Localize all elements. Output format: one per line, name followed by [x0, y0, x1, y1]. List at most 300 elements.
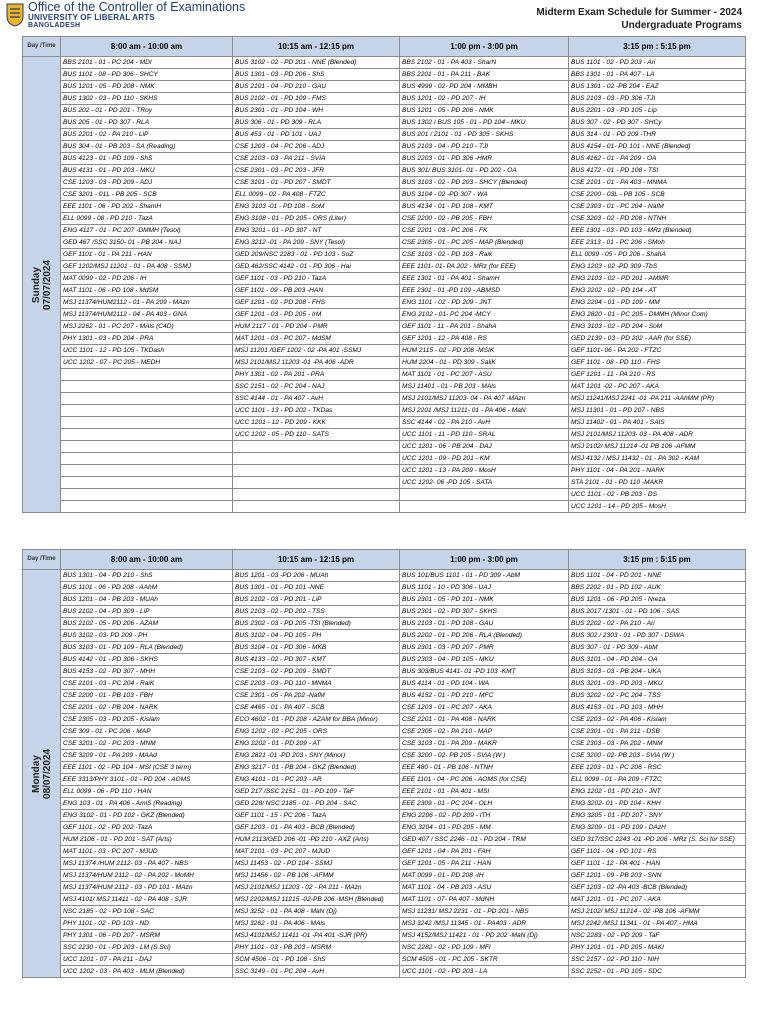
exam-cell: SSC 4144 - 01 - PA 407 - AvH	[233, 393, 400, 405]
exam-cell: BUS 2103 - 04 - PD 210 - TJI	[400, 141, 569, 153]
exam-cell: ENG 2202 - 01 - PD 209 - AT	[233, 738, 400, 750]
exam-cell: MSJ 2102/ MSJ 11214 -01 PB 106 -AFMM	[569, 441, 746, 453]
exam-cell: MSJ 4132 / MSJ 11432 - 01 - PA 302 - KAM	[569, 453, 746, 465]
exam-cell: CSE 2201 - 03 - PC 206 - FK	[400, 225, 569, 237]
exam-cell: HUM 2117 - 01 - PD 204 - PMR	[233, 321, 400, 333]
table-row	[23, 606, 746, 618]
exam-cell: CSE 2301 - 01 - PA 211 - DSB	[569, 726, 746, 738]
day-time-header: Day /Time	[23, 37, 61, 57]
table-row	[23, 357, 746, 369]
exam-cell: GEF 1101 - 03 - PD 210 - TazA	[233, 273, 400, 285]
exam-cell: GEF 1201 - 03 - PD 205 - IrM	[233, 309, 400, 321]
exam-cell: BUS 1302 - 03 - PD 110 - SKHS	[61, 93, 233, 105]
table-row	[23, 714, 746, 726]
slot-header-4: 3:15 pm : 5:15 pm	[569, 550, 746, 570]
exam-cell: MSJ 11374 /HUM 2112- 03 - PA 407 - NBS	[61, 858, 233, 870]
table-row	[23, 297, 746, 309]
exam-cell: CSE 1203 - 03 - PD 209 - ADJ	[61, 177, 233, 189]
table-row	[23, 654, 746, 666]
exam-cell: UCC 1201 - 14 - PD 205 - MosH	[569, 501, 746, 513]
exam-cell: BUS 2303 - 04 - PD 105 - MKU	[400, 654, 569, 666]
exam-cell: BUS 1101 - 06 - PD 208 - AAhM	[61, 582, 233, 594]
table-row	[23, 918, 746, 930]
exam-cell: MSJ 11374/HUM2112 - 01 - PA 209 - MAzn	[61, 297, 233, 309]
exam-cell: ENG 3205 - 01 - PD 207 - SNY	[569, 810, 746, 822]
table-row	[23, 690, 746, 702]
exam-cell: HUM 2113/GED 206 -01 -PD 210 - AXZ (Arts)	[233, 834, 400, 846]
exam-cell: MAT 1201 - 01 - PC 207 - AKA	[569, 894, 746, 906]
exam-cell: CSE 2201 - 02 - PB 204 - NARK	[61, 702, 233, 714]
exam-cell: PHY 1201 - 01 - PD 205 - MAKI	[569, 942, 746, 954]
exam-cell: CSE 2103 - 02 - PD 209 - SMDT	[233, 666, 400, 678]
exam-cell: MSJ 2101/MSJ 11203- 03 - PA 408 - ADR	[569, 429, 746, 441]
exam-cell: CSE 2101 - 03 - PC 204 - RaiK	[61, 678, 233, 690]
table-row	[23, 273, 746, 285]
exam-cell: CSE 3200 - 02- PB 203 - SViA (W )	[569, 750, 746, 762]
table-row	[23, 582, 746, 594]
exam-cell: ENG 1203 - 02 -PD 309 -TbS	[569, 261, 746, 273]
day-time-header: Day /Time	[23, 550, 61, 570]
schedule-title: Midterm Exam Schedule for Summer - 2024	[536, 7, 742, 18]
table-row	[23, 201, 746, 213]
exam-cell: MSJ 11374/HUM 2112 - 03 - PD 101 - MAzn	[61, 882, 233, 894]
exam-cell: EEE 2309 - 01 - PC 204 - OLH	[400, 798, 569, 810]
exam-cell: CSE 4465 - 01 - PA 407 - SCB	[233, 702, 400, 714]
exam-cell: UCC 1201 - 12 - PD 209 - KKK	[233, 417, 400, 429]
exam-cell: BUS 4172 - 01 - PD 108 - TSI	[569, 165, 746, 177]
exam-cell: BUS 1101 - 08 - PD 306 - SHCY	[61, 69, 233, 81]
exam-cell: ELL 0099 - 01 - PA 209 - FTZC	[569, 774, 746, 786]
table-row	[23, 81, 746, 93]
exam-cell: MSJ 3262 - 01 - PA 406 - MAls	[233, 918, 400, 930]
exam-cell	[61, 501, 233, 513]
exam-cell: CSE 3201 - 01L - PB 205 - SCB	[61, 189, 233, 201]
table-row	[23, 141, 746, 153]
exam-cell: ELL 0099 - 08 - PD 210 - TazA	[61, 213, 233, 225]
exam-cell: MSJ 11453 - 02 - PD 104 - SSMJ	[233, 858, 400, 870]
exam-cell: MSJ 11374/HUM2112 - 04 - PA 403 - GNA	[61, 309, 233, 321]
exam-cell: BUS 1201 - 02 - PD 207 - IH	[400, 93, 569, 105]
university-name: UNIVERSITY OF LIBERAL ARTS	[28, 13, 155, 22]
exam-cell: BBS 2101 - 01 - PC 204 - MDI	[61, 57, 233, 69]
exam-cell: ENG 3102 - 01 - PD 102 - GKZ (Blended)	[61, 810, 233, 822]
exam-cell: CSE 2101 - 01 - PA 403 - MNMA	[569, 177, 746, 189]
exam-cell: SCM 4505 - 01 - PC 205 - SKTR	[400, 954, 569, 966]
exam-cell: UCC 1202 - 07 - PC 205 - MEDH	[61, 357, 233, 369]
exam-cell	[61, 465, 233, 477]
exam-cell: MSJ 2101/MSJ 11203 -01 -PA 406 -ADR	[233, 357, 400, 369]
exam-cell: BUS 3103 - 02 - PD 203 - SHCY (Blended)	[400, 177, 569, 189]
exam-cell: ENG 4101 - 01 - PC 203 - AR	[233, 774, 400, 786]
exam-cell: GEF 1202/MSJ 11201 - 01 - PA 408 - SSMJ	[61, 261, 233, 273]
exam-cell: ENG 3201 - 01 - PD 307 - NT	[233, 225, 400, 237]
table-row	[23, 261, 746, 273]
table-row	[23, 69, 746, 81]
table-row	[23, 798, 746, 810]
exam-cell: UCC 1201 - 06 - PB 204 - DAJ	[400, 441, 569, 453]
page-header	[0, 0, 768, 36]
exam-cell: MAT 0099 - 01 - PD 208 -IH	[400, 870, 569, 882]
exam-cell: CSE 2201 - 01 - PA 408 - NARK	[400, 714, 569, 726]
exam-cell: BUS 2017 /1301 - 01 - PD 106 - SAS	[569, 606, 746, 618]
exam-cell: UCC 1202 - 03 - PA 403 - MLM (Blended)	[61, 966, 233, 978]
exam-cell: MSJ 3242 /MSJ 11345 - 01 - PA403 - ADR	[400, 918, 569, 930]
table-row	[23, 762, 746, 774]
exam-cell: HUM 2204 - 01 - PD 309 - SaliK	[400, 357, 569, 369]
table-row	[23, 153, 746, 165]
exam-cell: BUS 1301 - 02 -PB 204 - EAZ	[569, 81, 746, 93]
exam-cell: BUS 1201 - 05 - PD 206 - NMK	[400, 105, 569, 117]
exam-cell	[233, 465, 400, 477]
table-row	[23, 177, 746, 189]
exam-cell	[233, 441, 400, 453]
exam-cell: CSE 3103 - 01 - PA 209 - MAKR	[400, 738, 569, 750]
exam-cell: GED 407 / SSC 2246 - 01 - PD 204 - TRM	[400, 834, 569, 846]
exam-cell: BUS 3102 - 02 - PD 201 - NNE (Blended)	[233, 57, 400, 69]
exam-cell: ELL 0099 - 05 - PD 206 - ShahA	[569, 249, 746, 261]
exam-cell: SSC 2252 - 01 - PD 105 - SDC	[569, 966, 746, 978]
exam-cell: ENG 3212 -01 - PA 209 - SNY (Tesol)	[233, 237, 400, 249]
exam-cell: MAT 1101 - 03 - PC 207 - MJUD	[61, 846, 233, 858]
exam-cell: ENG 2103 - 02 - PD 201 - AMMR	[569, 273, 746, 285]
exam-cell: PHY 1301 - 03 - PD 204 - PRA	[61, 333, 233, 345]
exam-cell: BUS 1201 - 05 - PD 208 - NMK	[61, 81, 233, 93]
exam-cell: BUS 2203 - 01 - PD 306 -HMR	[400, 153, 569, 165]
day-name: Monday	[30, 754, 42, 793]
exam-cell: BUS 1201 - 06 - PD 205 - Nreza	[569, 594, 746, 606]
exam-cell: MSJ 2201 /MSJ 11211- 01 - PA 406 - MaN	[400, 405, 569, 417]
exam-cell: BUS 1301 - 04 - PD 210 - ShS	[61, 570, 233, 582]
table-row	[23, 165, 746, 177]
exam-cell: EEE 1301 - 03 - PD 103 - MRz (Blended)	[569, 225, 746, 237]
exam-cell: GED 467 /SSC 3150- 01 - PB 204 - NAJ	[61, 237, 233, 249]
exam-cell: EEE 1101 - 06 - PD 202 - ShamH	[61, 201, 233, 213]
exam-cell: BUS 2102 - 01 - PD 109 - FMS	[233, 93, 400, 105]
exam-cell: ENG 1202 - 01 - PD 210 - JNT	[569, 786, 746, 798]
exam-cell: CSE 1203 - 04 - PC 206 - ADJ	[233, 141, 400, 153]
exam-cell: BUS 2102 - 03 - PD 201 - LiP	[233, 594, 400, 606]
exam-cell: BUS 301/ BUS 3101- 01 - PD 202 - OA	[400, 165, 569, 177]
exam-cell	[61, 477, 233, 489]
exam-cell	[61, 381, 233, 393]
exam-cell: BUS 302 / 2303 - 01 - PD 307 - DSWA	[569, 630, 746, 642]
exam-cell: CSE 2301 - 05 - PA 202 -NafM	[233, 690, 400, 702]
exam-cell: EEE 1101- 01- PA 202 - MRz (for EEE)	[400, 261, 569, 273]
exam-cell: MSJ 4101/MSJ 11411 -01 -PA 401 -SJR (PR)	[233, 930, 400, 942]
exam-cell: UCC 1201 - 13 - PA 209 - MosH	[400, 465, 569, 477]
exam-cell: MAT 2101 - 03 - PC 207 - MJUD	[233, 846, 400, 858]
exam-cell: GEF 1201 - 09 - PB 203 - SNN	[569, 870, 746, 882]
exam-cell: BUS 304 - 01 - PB 203 - SA (Reading)	[61, 141, 233, 153]
exam-cell: SSC 2157 - 02 - PD 110 - NIH	[569, 954, 746, 966]
exam-cell: BUS 4133 - 02 - PD 307 - KMT	[233, 654, 400, 666]
exam-cell: ENG 2820 - 01 - PC 205 - DMMH (Minor Com)	[569, 309, 746, 321]
exam-cell: GED 209/NSC 2283 - 01 - PD 103 - SoZ	[233, 249, 400, 261]
exam-cell: CSE 3200 - 02- PB 205 - SViA (W )	[400, 750, 569, 762]
table-row	[23, 882, 746, 894]
exam-cell: BUS 2302 - 03 - PD 205 -TSI (Blended)	[233, 618, 400, 630]
table-row	[23, 930, 746, 942]
exam-cell: ENG 3103 - 02 - PD 204 - SoM	[569, 321, 746, 333]
table-row	[23, 237, 746, 249]
exam-cell: BUS 4114 - 01 - PD 104 - WA	[400, 678, 569, 690]
exam-cell: EEE 1101 - 02 - PD 104 - MSI (CSE 3 term)	[61, 762, 233, 774]
exam-cell: MSJ 11301 - 01 - PD 207 - NBS	[569, 405, 746, 417]
exam-cell: BUS 201 / 2101 - 01 - PD 305 - SKHS	[400, 129, 569, 141]
exam-cell: GEF 1201 - 12 - PA 408 - RS	[400, 333, 569, 345]
day-label	[31, 748, 53, 798]
table-row	[23, 489, 746, 501]
exam-cell: BUS 1301 - 01 - PD 101 -NNE	[233, 582, 400, 594]
exam-cell: NSC 2283 - 02 - PD 209 - TaF	[569, 930, 746, 942]
schedule-table-sunday	[22, 36, 746, 513]
exam-cell: CSE 2200 - 03L - PB 105 - SCB	[569, 189, 746, 201]
exam-cell: ENG 2204 - 01 - PD 109 - MM	[569, 297, 746, 309]
exam-cell: ENG 2206 - 02 - PD 209 - ITH	[400, 810, 569, 822]
table-row	[23, 570, 746, 582]
table-row	[23, 702, 746, 714]
exam-cell	[400, 501, 569, 513]
day-cell	[23, 570, 61, 978]
table-row	[23, 381, 746, 393]
exam-cell: STA 2101 - 01 - PD 110 -MAKR	[569, 477, 746, 489]
slot-header-1: 8:00 am - 10:00 am	[61, 550, 233, 570]
exam-cell: MSJ 11201 /GEF 1202 - 02 -PA 401 -SSMJ	[233, 345, 400, 357]
exam-cell: MAT 1201 - 03 - PC 207 - MdSM	[233, 333, 400, 345]
exam-cell	[61, 393, 233, 405]
exam-cell: BUS 2201 - 03 - PD 105 - Lip	[569, 105, 746, 117]
exam-cell: EEE 1101 - 04 - PC 206 - AOMS (for CSE)	[400, 774, 569, 786]
table-row	[23, 678, 746, 690]
exam-cell: GEF 1201 - 05 - PA 211 - HAN	[400, 858, 569, 870]
exam-cell: ELL 0099 - 06 - PD 110 - HAN	[61, 786, 233, 798]
exam-cell: BUS 2103 - 03 - PD 306 -TJI	[569, 93, 746, 105]
exam-cell: BUS 4154 - 01- PD 101 - NNE (Blended)	[569, 141, 746, 153]
exam-cell: UCC 1201 - 09 - PD 201 - KM	[400, 453, 569, 465]
exam-cell: EEE 2313 - 01 - PC 206 - SMoh	[569, 237, 746, 249]
table-row	[23, 750, 746, 762]
exam-cell: CSE 2103 - 03 - PA 211 - SVIA	[233, 153, 400, 165]
exam-cell: CSE 3103 - 02 - PD 103 - Raik	[400, 249, 569, 261]
table-row	[23, 333, 746, 345]
table-row	[23, 129, 746, 141]
day-name: Sunday	[30, 266, 42, 303]
table-row	[23, 285, 746, 297]
slot-header-1: 8:00 am - 10:00 am	[61, 37, 233, 57]
exam-cell: HUM 2106 - 01 - PD 201 - SAT (Arts)	[61, 834, 233, 846]
exam-cell: PHY 1101 - 02 - PD 103 - ND	[61, 918, 233, 930]
exam-cell: GEF 1203 - 01 - PA 403 - BCB (Blended)	[233, 822, 400, 834]
exam-cell: GEF 1101 - 04 - PD 101 - RS	[569, 846, 746, 858]
exam-cell: CSE 3203 - 02 - PD 208 - NTNH	[569, 213, 746, 225]
exam-cell	[61, 405, 233, 417]
exam-cell: BUS 2102 - 04 - PD 309 - LiP	[61, 606, 233, 618]
exam-cell: ENG 1202 - 02 - PC 205 - ORS	[233, 726, 400, 738]
exam-cell: EEE 1301 - 01 - PA 401 - ShamH	[400, 273, 569, 285]
exam-cell: GEF 1101 - 11 - PA 201 - ShahA	[400, 321, 569, 333]
exam-cell: BUS 3202 - 02 - PC 204 - TSS	[569, 690, 746, 702]
exam-cell: BUS 307 - 01 - PD 309 - AbM	[569, 642, 746, 654]
exam-cell: ECO 4602 - 01 - PD 208 - AZAM for BBA (Minor)	[233, 714, 400, 726]
exam-cell: MSJ 2262 - 01 - PC 207 - MAls (C4D)	[61, 321, 233, 333]
exam-cell: CSE 3201 - 02 - PC 203 - MNM	[61, 738, 233, 750]
table-row	[23, 453, 746, 465]
exam-cell: EEE 1203 - 01 - PC 206 - RSC	[569, 762, 746, 774]
exam-cell: ENG 2202 - 02 - PD 104 - AT	[569, 285, 746, 297]
exam-cell: MSJ 4152/MSJ 11421 - 01 - PD 202 -MaN (Dj)	[400, 930, 569, 942]
exam-cell: CSE 2305 - 01 - PC 205 - MAP (Blended)	[400, 237, 569, 249]
exam-cell: CSE 3209 - 01 - PA 209 - MAAd	[61, 750, 233, 762]
table-row	[23, 666, 746, 678]
table-row	[23, 429, 746, 441]
exam-cell: CSE 2200 - 01 - PB 103 - FBH	[61, 690, 233, 702]
exam-cell: MSJ 2202/MSJ 11215 -02-PB 206 -MSH (Blended)	[233, 894, 400, 906]
university-logo-icon	[6, 3, 24, 27]
exam-cell: ENG 3209 - 01 - PD 109 - DAzH	[569, 822, 746, 834]
table-row	[23, 726, 746, 738]
exam-cell: ENG 2102 - 01- PC 204 -MCY	[400, 309, 569, 321]
exam-cell	[61, 441, 233, 453]
exam-cell: SSC 4144 - 02 - PA 210 - AvH	[400, 417, 569, 429]
exam-cell: SSC 2230 - 01 - PD 203 - LM (S.Sci)	[61, 942, 233, 954]
exam-cell: CSE 2301 - 03 - PC 203 - JFR	[233, 165, 400, 177]
exam-cell: CSE 2303 - 03 - PA 202 - MNM	[569, 738, 746, 750]
exam-cell: BUS 3101 - 04 - PD 204 - OA	[569, 654, 746, 666]
exam-cell: MSJ 11241/MSJ 2241 -01 -PA 211 -AAhMM (PR)	[569, 393, 746, 405]
table-row	[23, 465, 746, 477]
exam-cell: BUS 3201 - 03 - PD 203 - MKU	[569, 678, 746, 690]
slot-header-2: 10:15 am - 12:15 pm	[233, 37, 400, 57]
exam-cell: ENG 4117 - 01 - PC 207 -DMMH (Tesol)	[61, 225, 233, 237]
exam-cell: BUS 307 - 02 - PD 307 - SHCy	[569, 117, 746, 129]
exam-cell: UCC 1101 - 13 - PD 202 - TKDas	[233, 405, 400, 417]
exam-cell: SSC 2151 - 02 - PC 204 - NAJ	[233, 381, 400, 393]
exam-cell: MSJ 11374/HUM 2112 - 02 - PA 202 - MoMH	[61, 870, 233, 882]
table-row	[23, 477, 746, 489]
exam-cell: GEF 1101 - 12 - PA 401 - HAN	[569, 858, 746, 870]
exam-cell: MAT 1201 -02 - PC 207 - AKA	[569, 381, 746, 393]
exam-cell: UCC 1202- 06 -PD 105 - SATA	[400, 477, 569, 489]
table-row	[23, 117, 746, 129]
exam-cell: GED 228/ NSC 2185 - 01 - PD 204 - SAC	[233, 798, 400, 810]
exam-cell: CSE 309 - 01 - PC 206 - MAP	[61, 726, 233, 738]
exam-cell: BUS 4162 - 01 - PA 209 - OA	[569, 153, 746, 165]
exam-cell: MSJ 11231/ MSJ 2231 - 01 - PD 201 - NBS	[400, 906, 569, 918]
table-row	[23, 906, 746, 918]
exam-cell: MSJ 11401 - 01 - PB 203 - MAls	[400, 381, 569, 393]
exam-cell: PHY 1101 - 04 - PA 201 - NARK	[569, 465, 746, 477]
exam-cell: MAT 0099 - 02 - PD 206 - IH	[61, 273, 233, 285]
table-row	[23, 213, 746, 225]
table-row	[23, 954, 746, 966]
exam-cell: HUM 2115 - 02 - PD 208 -MSIK	[400, 345, 569, 357]
exam-cell	[233, 501, 400, 513]
day-cell	[23, 57, 61, 513]
day-date: 07/07/2024	[41, 259, 53, 310]
exam-cell: MAT 1101 - 01 - PC 207 - ASU	[400, 369, 569, 381]
exam-cell: ENG 3103 -01 - PD 108 - SoM	[233, 201, 400, 213]
exam-cell: ENG 1101 - 02 - PD 209 - JNT	[400, 297, 569, 309]
exam-cell: PHY 1101 - 03 - PB 203 - MSRM	[233, 942, 400, 954]
exam-cell: ENG 3204 - 01 - PD 205 - MM	[400, 822, 569, 834]
exam-cell: BUS 2103 - 02 - PD 202 - TSS	[233, 606, 400, 618]
table-row	[23, 501, 746, 513]
exam-cell: GEF 1203 - 02 -PA 403 -BCB (Blended)	[569, 882, 746, 894]
table-row	[23, 105, 746, 117]
slot-header-3: 1:00 pm - 3:00 pm	[400, 37, 569, 57]
exam-cell: BUS 101/BUS 1101 - 01 - PD 309 - AbM	[400, 570, 569, 582]
table-row	[23, 225, 746, 237]
table-row	[23, 189, 746, 201]
exam-cell: GEF 1201 - 04 - PA 201 - FAH	[400, 846, 569, 858]
exam-cell: UCC 1101 - 02 - PB 203 - DS	[569, 489, 746, 501]
exam-cell: BUS 3104 - 01 - PD 306 - MKB	[233, 642, 400, 654]
table-row	[23, 870, 746, 882]
exam-cell: CSE 2203 - 02 - PA 406 - Kislam	[569, 714, 746, 726]
table-row	[23, 441, 746, 453]
exam-cell: BUS 1101 - 04 - PD 201 - NNE	[569, 570, 746, 582]
exam-cell	[61, 453, 233, 465]
exam-cell: UCC 1101 - 02 - PD 203 - LA	[400, 966, 569, 978]
exam-cell: BUS 4153 - 01 - PD 103 - MHH	[569, 702, 746, 714]
table-row	[23, 642, 746, 654]
exam-cell: GEF 1101 - 09 - PB 203 -HAN	[233, 285, 400, 297]
exam-cell: MSJ 2102/ MSJ 11214 - 02 -PB 106 -AFMM	[569, 906, 746, 918]
exam-cell: BUS 1302 / BUS 105 - 01 - PD 104 - MKU	[400, 117, 569, 129]
exam-cell: MSJ 2101/MSJ 11203 - 02 - PA 211 - MAzn	[233, 882, 400, 894]
day-date: 08/07/2024	[41, 748, 53, 799]
exam-cell	[61, 417, 233, 429]
exam-cell: MSJ 11456 - 02 - PB 106 - AFMM	[233, 870, 400, 882]
table-row	[23, 393, 746, 405]
exam-cell: BUS 4152 - 01 - PD 210 - MFC	[400, 690, 569, 702]
exam-cell: EEE 3313/PHY 3101 - 01 - PD 204 - AOMS	[61, 774, 233, 786]
exam-cell: CSE 1203 - 01 - PC 207 - AKA	[400, 702, 569, 714]
exam-cell: MSJ 4101/ MSJ 11411 - 02 - PA 408 - SJR	[61, 894, 233, 906]
exam-cell: ELL 0099 - 02 - PA 408 - FTZC	[233, 189, 400, 201]
exam-cell: PHY 1301 - 06 - PD 207 - MSRM	[61, 930, 233, 942]
exam-cell: BBS 2201 - 01 - PA 211 - BAK	[400, 69, 569, 81]
exam-cell: MAT 1101 - 06 - PD 108 - MdSM	[61, 285, 233, 297]
table-row	[23, 93, 746, 105]
exam-cell: BUS 4153 - 02 - PD 307 - MHH	[61, 666, 233, 678]
schedule-subtitle: Undergraduate Programs	[621, 20, 742, 31]
exam-cell: BUS 1201 - 04 - PB 203 - MUAh	[61, 594, 233, 606]
table-row	[23, 369, 746, 381]
exam-cell: EEE 2101 - 01 - PA 401 - MSI	[400, 786, 569, 798]
exam-cell: BUS 2103 - 01 - PD 108 - GAU	[400, 618, 569, 630]
exam-cell	[61, 429, 233, 441]
table-row	[23, 786, 746, 798]
exam-cell: MSJ 11402 - 01 - PA 401 - SAIS	[569, 417, 746, 429]
table-row	[23, 894, 746, 906]
exam-cell: ENG 2821 -01 -PD 203 - SNY (Minor)	[233, 750, 400, 762]
exam-cell: BUS 1201 - 03 -PD 206 - MUAh	[233, 570, 400, 582]
exam-cell: BUS 2301 - 05 - PD 101 - NMK	[400, 594, 569, 606]
schedule-table-monday	[22, 549, 746, 978]
day-label	[31, 259, 53, 309]
exam-cell: CSE 3101 - 01 - PD 207 - SMDT	[233, 177, 400, 189]
exam-cell: MSJ 2242 /MSJ 11341 - 01 - PA 407 - HMA	[569, 918, 746, 930]
exam-cell: GEF 1101 - 01 - PA 211 - HAN	[61, 249, 233, 261]
exam-cell: CSE 2203 - 03 - PD 110 - MNMA	[233, 678, 400, 690]
exam-cell: SSC 3149 - 01 - PC 204 - AvH	[233, 966, 400, 978]
slot-header-2: 10:15 am - 12:15 pm	[233, 550, 400, 570]
exam-cell: BUS 453 - 01 - PD 101 - UAJ	[233, 129, 400, 141]
exam-cell: BUS 2202 - 01 - PD 206 - RLA (Blended)	[400, 630, 569, 642]
table-row	[23, 834, 746, 846]
exam-cell: BUS 1101 - 10 - PD 306 - UAJ	[400, 582, 569, 594]
